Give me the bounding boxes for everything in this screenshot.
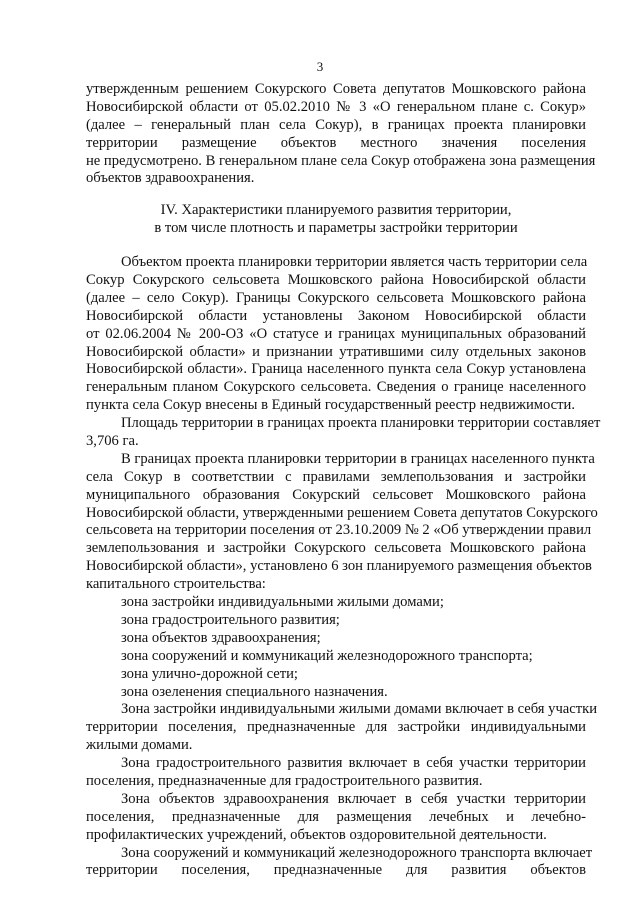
text-line: землепользования и застройки Сокурского сельсовета Мошковского района	[86, 540, 586, 557]
text-line: Площадь территории в границах проекта планировки территории составляет	[121, 415, 601, 432]
text-line: села Сокур в соответствии с правилами землепользования и застройки	[86, 468, 586, 485]
section-heading	[86, 202, 586, 238]
paragraph-intro	[86, 81, 596, 188]
text-line: (далее – село Сокур). Границы Сокурского сельсовета Мошковского района	[86, 289, 586, 306]
text-line: территории поселения, предназначенные для развития объектов	[86, 862, 586, 879]
text-line: капитального строительства:	[86, 576, 266, 593]
paragraph-zone-health	[86, 791, 586, 845]
list-item: зона объектов здравоохранения;	[121, 629, 321, 646]
heading-line: IV. Характеристики планируемого развития территории,	[160, 202, 512, 219]
paragraph-area	[86, 415, 601, 451]
paragraph-zone-rail	[86, 844, 593, 881]
text-line: Зона застройки индивидуальными жилыми домами включает в себя участки	[121, 701, 598, 718]
text-line: поселения, предназначенные для градостроительного развития.	[86, 772, 483, 789]
text-line: Новосибирской области, утвержденными решением Совета депутатов Сокурского	[86, 504, 598, 521]
text-line: Новосибирской области от 05.02.2010 № 3 «О генеральном плане с. Сокур»	[86, 98, 586, 115]
text-line: территории размещение объектов местного значения поселения	[86, 134, 586, 151]
list-item: зона улично-дорожной сети;	[121, 665, 298, 682]
list-item: зона градостроительного развития;	[121, 611, 340, 628]
text-line: В границах проекта планировки территории в границах населенного пункта	[121, 450, 595, 467]
text-line: не предусмотрено. В генеральном плане села Сокур отображена зона размещения	[86, 152, 596, 169]
text-line: Новосибирской области». Граница населенного пункта села Сокур установлена	[86, 361, 586, 378]
text-line: Новосибирской области», установлено 6 зон планируемого размещения объектов	[86, 558, 592, 575]
list-item: зона застройки индивидуальными жилыми домами;	[121, 594, 444, 611]
paragraph-zone-residential	[86, 701, 598, 755]
text-line: Объектом проекта планировки территории является часть территории села	[121, 254, 588, 271]
document-body	[86, 81, 601, 880]
text-line: Зона сооружений и коммуникаций железнодорожного транспорта включает	[121, 844, 593, 861]
text-line: от 02.06.2004 № 200-ОЗ «О статусе и границах муниципальных образований	[86, 325, 586, 342]
heading-line: в том числе плотность и параметры застройки территории	[154, 220, 518, 237]
text-line: поселения, предназначенные для размещения лечебных и лечебно-	[86, 808, 586, 825]
text-line: генеральным планом Сокурского сельсовета. Сведения о границе населенного	[86, 379, 586, 396]
text-line: территории поселения, предназначенные для застройки индивидуальными	[86, 719, 586, 736]
paragraph-zone-urban	[86, 755, 586, 791]
text-line: (далее – генеральный план села Сокур), в границах проекта планировки	[86, 116, 586, 133]
paragraph-zones-intro	[86, 450, 598, 594]
text-line: муниципального образования Сокурский сельсовет Мошковского района	[86, 486, 586, 503]
text-line: утвержденным решением Сокурского Совета депутатов Мошковского района	[86, 81, 586, 97]
paragraph-object	[86, 254, 586, 415]
list-item: зона сооружений и коммуникаций железнодорожного транспорта;	[121, 647, 533, 664]
list-item: зона озеленения специального назначения.	[121, 683, 388, 700]
zones-list	[86, 594, 586, 701]
text-line: Зона градостроительного развития включает в себя участки территории	[121, 755, 586, 772]
text-line: пункта села Сокур внесены в Единый государственный реестр недвижимости.	[86, 397, 575, 414]
text-line: профилактических учреждений, объектов оздоровительной деятельности.	[86, 826, 547, 843]
text-line: 3,706 га.	[86, 433, 139, 450]
text-line: сельсовета на территории поселения от 23.10.2009 № 2 «Об утверждении правил	[86, 522, 592, 539]
text-line: Новосибирской области» и признании утратившими силу отдельных законов	[86, 343, 586, 360]
page-number: 3	[316, 59, 324, 74]
text-line: Зона объектов здравоохранения включает в себя участки территории	[121, 790, 586, 807]
text-line: жилыми домами.	[86, 737, 193, 754]
text-line: объектов здравоохранения.	[86, 170, 255, 187]
text-line: Сокур Сокурского сельсовета Мошковского района Новосибирской области	[86, 272, 586, 289]
text-line: Новосибирской области установлены Законом Новосибирской области	[86, 307, 586, 324]
